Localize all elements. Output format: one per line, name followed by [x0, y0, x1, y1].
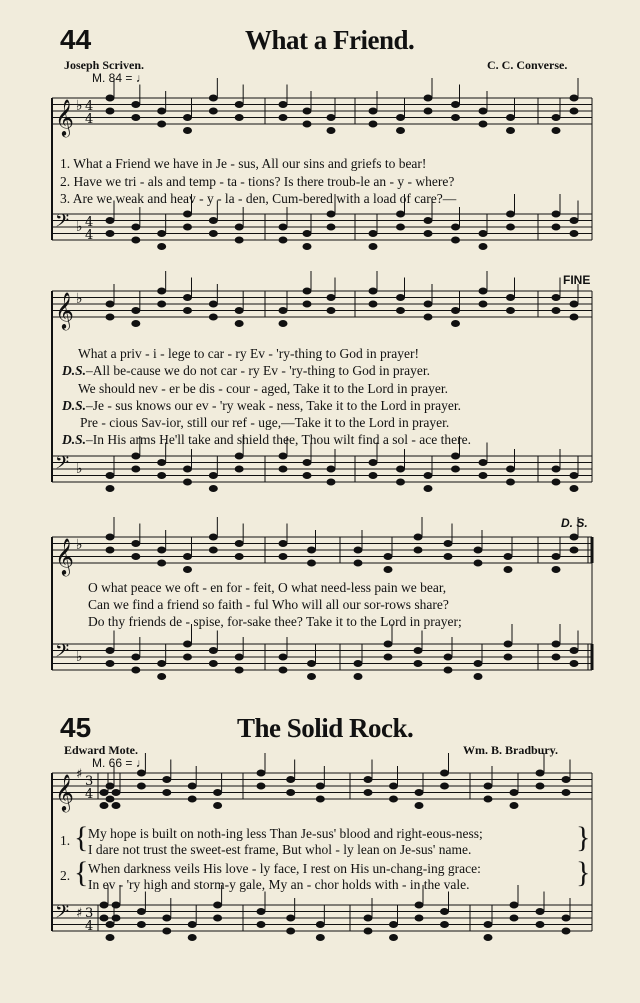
hymn-number: 45 — [60, 712, 92, 743]
verse-line: 3. Are we weak and heav - y - la - den, Cum-bered with a load of care?— — [60, 191, 457, 206]
svg-text:𝄞: 𝄞 — [55, 773, 74, 811]
hymn-title: The Solid Rock. — [237, 713, 414, 743]
svg-text:♭: ♭ — [76, 291, 83, 307]
svg-text:4: 4 — [85, 215, 94, 230]
svg-text:♭: ♭ — [76, 537, 83, 553]
chorus-line — [62, 432, 471, 448]
metronome-marking: M. 66 = ♩ — [92, 756, 148, 770]
svg-text:𝄞: 𝄞 — [55, 291, 74, 329]
svg-text:♯: ♯ — [76, 906, 83, 921]
chorus-line — [62, 381, 448, 397]
chorus-text: What a priv - i - lege to car - ry Ev - 'ry-thing to God in prayer! — [78, 346, 419, 361]
verse-line: 2. Have we tri - als and temp - ta - tions? Is there troub-le an - y - where? — [60, 174, 455, 189]
verse-line: My hope is built on noth-ing less Than Je-sus' blood and right-eous-ness; — [88, 826, 483, 841]
verse-line: I dare not trust the sweet-est frame, But whol - ly lean on Je-sus' name. — [88, 842, 472, 857]
ds-prefix: D.S. — [62, 432, 87, 447]
hymn-number: 44 — [60, 24, 92, 55]
svg-text:𝄞: 𝄞 — [55, 537, 74, 575]
svg-text:4: 4 — [85, 919, 94, 934]
verse-line: When darkness veils His love - ly face, I rest on His un-chang-ing grace: — [88, 861, 481, 876]
svg-text:4: 4 — [85, 99, 94, 114]
verse-line: Can we find a friend so faith - ful Who will all our sor-rows share? — [88, 597, 449, 612]
verse-line: 1. What a Friend we have in Je - sus, All our sins and griefs to bear! — [60, 156, 427, 171]
chorus-line — [62, 363, 430, 379]
verse-line: O what peace we oft - en for - feit, O what need-less pain we bear, — [88, 580, 447, 595]
svg-text:𝄢: 𝄢 — [55, 902, 70, 927]
chorus-text: –In His arms He'll take and shield thee, Thou wilt find a sol - ace there. — [86, 432, 471, 447]
chorus-line — [62, 346, 419, 362]
svg-text:♭: ♭ — [76, 219, 83, 235]
verse-line: Do thy friends de - spise, for-sake thee? Take it to the Lord in prayer; — [88, 614, 462, 629]
ds-prefix: D.S. — [62, 363, 87, 378]
chorus-text: We should nev - er be dis - cour - aged, Take it to the Lord in prayer. — [78, 381, 448, 396]
lyricist: Joseph Scriven. — [64, 58, 145, 72]
fine-marking: FINE — [563, 273, 591, 287]
svg-text:𝄢: 𝄢 — [55, 211, 70, 236]
svg-text:4: 4 — [85, 228, 94, 243]
chorus-line — [62, 398, 461, 414]
ds-prefix: D.S. — [62, 398, 87, 413]
lyricist: Edward Mote. — [64, 743, 138, 757]
svg-text:𝄢: 𝄢 — [55, 641, 70, 666]
chorus-text: –Je - sus knows our ev - 'ry weak - ness, Take it to the Lord in prayer. — [86, 398, 462, 413]
svg-text:4: 4 — [85, 112, 94, 127]
svg-text:♭: ♭ — [76, 98, 83, 114]
svg-text:3: 3 — [85, 774, 94, 789]
hymn-title: What a Friend. — [245, 25, 415, 55]
svg-text:𝄞: 𝄞 — [55, 98, 74, 136]
svg-text:𝄢: 𝄢 — [55, 453, 70, 478]
chorus-line — [62, 415, 449, 431]
svg-text:3: 3 — [85, 906, 94, 921]
metronome-marking: M. 84 = ♩ — [92, 71, 148, 85]
svg-text:♭: ♭ — [76, 649, 83, 665]
ds-marking: D. S. — [561, 516, 588, 530]
svg-text:4: 4 — [85, 787, 94, 802]
chorus-text: –All be-cause we do not car - ry Ev - 'ry-thing to God in prayer. — [86, 363, 430, 378]
svg-text:♭: ♭ — [76, 461, 83, 477]
verse-number: 2. — [60, 868, 71, 883]
svg-text:♯: ♯ — [76, 767, 83, 782]
verse-line: In ev - 'ry high and storm-y gale, My an - chor holds with - in the vale. — [88, 877, 470, 892]
left-brace-icon: { — [74, 821, 89, 854]
left-brace-icon: { — [74, 856, 89, 889]
chorus-text: Pre - cious Sav-ior, still our ref - uge,—Take it to the Lord in prayer. — [80, 415, 450, 430]
right-brace-icon: } — [576, 821, 591, 854]
verse-number: 1. — [60, 833, 71, 848]
right-brace-icon: } — [576, 856, 591, 889]
composer: C. C. Converse. — [487, 58, 568, 72]
composer: Wm. B. Bradbury. — [463, 743, 559, 757]
